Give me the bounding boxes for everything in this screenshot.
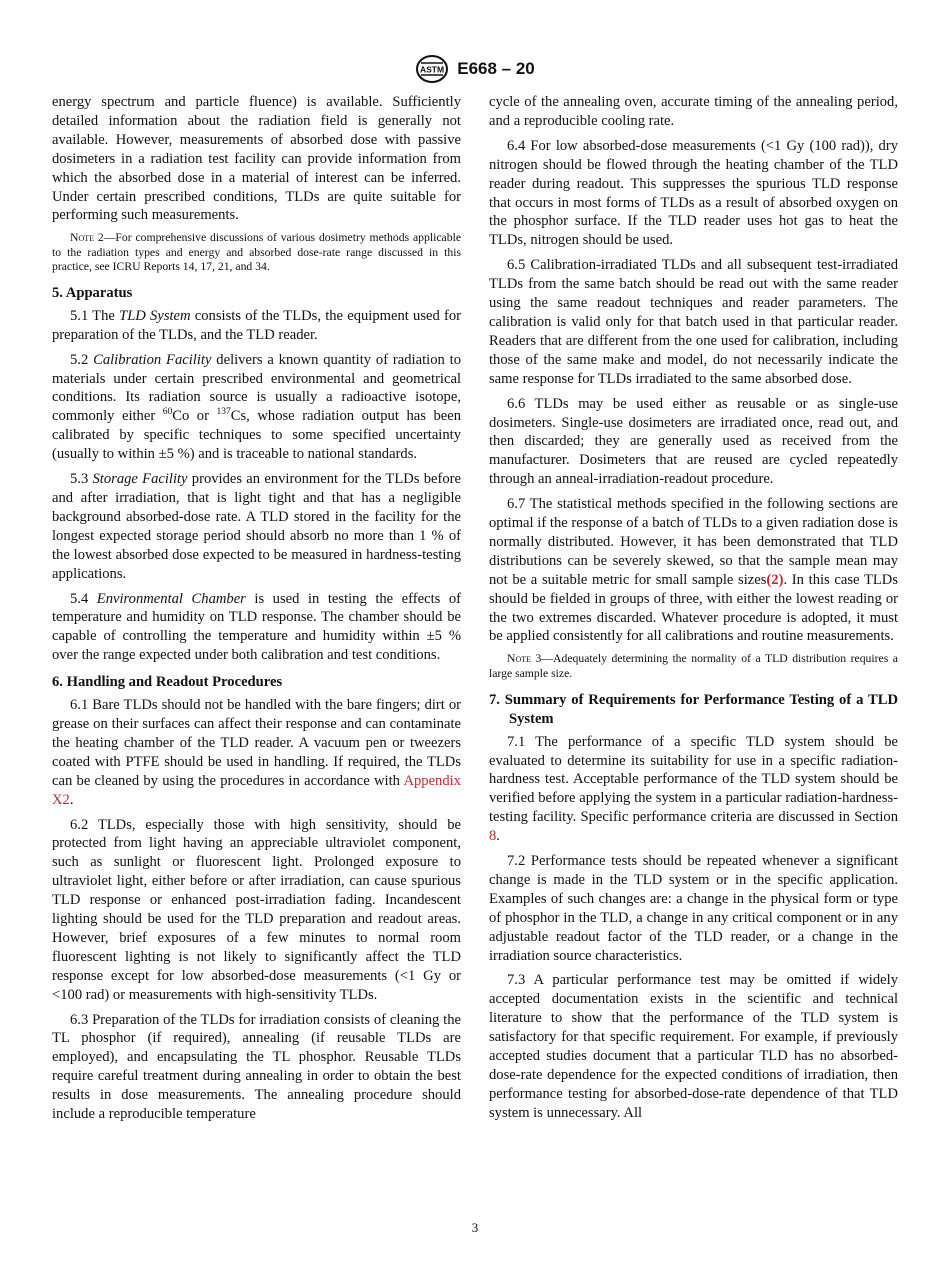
paragraph-6-4: 6.4 For low absorbed-dose measurements (<1 Gy (100 rad)), dry nitrogen should be flowed through the heating chamber of the TLD reader during readout. This suppresses the spurious TLD response that occurs in most forms of TLDs as a result of absorbed oxygen on the phosphor surface. If the TLD reader uses hot gas to heat the TLDs, nitrogen should be used.: [489, 137, 898, 249]
note-2: Note 2—For comprehensive discussions of various dosimetry methods applicable to the radiation types and energy and absorbed dose-rate range discussed in this practice, see ICRU Reports 14, 17, 21, and 34.: [52, 231, 462, 273]
page-header: [0, 52, 950, 86]
section-6-heading: 6. Handling and Readout Procedures: [52, 674, 283, 691]
continued-paragraph: cycle of the annealing oven, accurate timing of the annealing period, and a reproducible cooling rate.: [489, 94, 898, 129]
right-column: [489, 93, 898, 1129]
left-column: [52, 93, 461, 1130]
svg-text:ASTM: ASTM: [420, 64, 445, 75]
appendix-x2-link[interactable]: Appendix X2: [52, 772, 461, 808]
paragraph-5-4: 5.4 Environmental Chamber is used in testing the effects of temperature and humidity on TLD response. The chamber should be capable of controlling the temperature and humidity within ±5 % over the range expected under both calibration and test conditions.: [52, 590, 462, 664]
note-3: Note 3—Adequately determining the normality of a TLD distribution requires a large sample size.: [489, 652, 898, 680]
paragraph-7-1: 7.1 The performance of a specific TLD system should be evaluated to determine its suitability for use in a specific radiation-hardness test. Acceptable performance of the TLD system should be verified before applying the system in a particular radiation-hardness-testing facility. Specific performance criteria are discussed in Section 8.: [489, 733, 898, 845]
page-number: 3: [471, 1220, 479, 1235]
section-5-heading: 5. Apparatus: [52, 284, 133, 301]
continued-paragraph: energy spectrum and particle fluence) is available. Sufficiently detailed information about the radiation field is generally not available. However, measurements of absorbed dose with passive dosimeters in a radiation test facility can provide information from which the absorbed dose in a material of interest can be inferred. Under certain prescribed conditions, TLDs are quite suitable for performing such measurements.: [52, 94, 461, 224]
paragraph-6-5: 6.5 Calibration-irradiated TLDs and all subsequent test-irradiated TLDs from the same batch should be read out with the same reader using the same readout techniques and reader parameters. The calibration is valid only for that batch used in that particular reader. Readers that are different from the one used for calibration, including those of the same make and model, do not necessarily indicate the same response for TLDs irradiated to the same absorbed dose.: [489, 257, 898, 387]
paragraph-6-2: 6.2 TLDs, especially those with high sensitivity, should be protected from light having an appreciable ultraviolet component, such as sunlight or fluorescent light. Prolonged exposure to ultraviolet light, either before or after irradiation, can cause spurious TLD response or enhanced post-irradiation fading. Incandescent lighting should be used for the TLD preparation and readout areas. However, brief exposures of a few minutes to normal room fluorescent lighting is not likely to significantly affect the TLD response except for low absorbed-dose measurements (<1 Gy or <100 rad) or measurements with high-sensitivity TLDs.: [52, 816, 461, 1003]
section-8-link[interactable]: 8: [489, 828, 497, 845]
paragraph-6-3: 6.3 Preparation of the TLDs for irradiation consists of cleaning the TL phosphor (if required), annealing (if reusable TLDs are employed), and encapsulating the TL phosphor. Reusable TLDs require careful treatment during annealing in order to obtain the best results in dose measurements. The annealing procedure should include a reproducible temperature: [52, 1011, 461, 1123]
paragraph-5-3: 5.3 Storage Facility provides an environment for the TLDs before and after irradiation, that is light tight and that has a negligible background absorbed-dose rate. A TLD stored in the facility for the longest expected storage period should absorb no more than 1 % of the lowest absorbed dose expected to be measured in hardness-testing applications.: [52, 471, 462, 582]
paragraph-7-3: 7.3 A particular performance test may be omitted if widely accepted documentation exists in the scientific and technical literature to show that the performance of the TLD system is satisfactory for that specific requirement. For example, if previously accepted studies document that a particular TLD has no absorbed-dose-rate dependence for the expected conditions of irradiation, then performance testing for absorbed-dose-rate dependence of that TLD system is unnecessary. All: [489, 972, 898, 1121]
astm-logo-icon: [415, 54, 449, 84]
section-7-heading: 7. Summary of Requirements for Performance Testing of a TLD System: [489, 691, 898, 727]
paragraph-6-6: 6.6 TLDs may be used either as reusable or as single-use dosimeters. Single-use dosimeters are irradiated once, read out, and then discarded; they are generally used as received from the manufacturer. Dosimeters that are reused are cycled repeatedly through an anneal-irradiation-readout procedure.: [489, 395, 898, 488]
paragraph-6-1: 6.1 Bare TLDs should not be handled with the bare fingers; dirt or grease on their surfaces can affect their response and can contaminate the heating chamber of the TLD reader. A vacuum pen or tweezers coated with PTFE should be used in handling. If required, the TLDs can be cleaned by using the procedures in accordance with Appendix X2.: [52, 697, 461, 808]
paragraph-5-2: 5.2 Calibration Facility delivers a known quantity of radiation to materials under certain prescribed environmental and geometrical conditions. Its radiation source is usually a radioactive isotope, commonly either $^{60}$Co or $^{137}$Cs, whose radiation output has been calibrated by specific techniques to some specified uncertainty (usually to within ±5 %) and is traceable to national standards.: [52, 351, 461, 463]
reference-2-link[interactable]: (2): [766, 571, 784, 588]
paragraph-5-1: 5.1 The TLD System consists of the TLDs, the equipment used for preparation of the TLDs, and the TLD reader.: [52, 307, 461, 343]
paragraph-7-2: 7.2 Performance tests should be repeated whenever a significant change is made in the TLD system or in the specific application. Examples of such changes are: a change in the physical form or type of phosphor in the TLD, a change in any critical component or in any adjustable readout factor of the TLD reader, or a change in the irradiation source characteristics.: [489, 853, 898, 964]
paragraph-6-7: 6.7 The statistical methods specified in the following sections are optimal if the response of a batch of TLDs to a given radiation dose is normally distributed. However, it has been demonstrated that TLD distributions can be severely skewed, so that the sample mean may not be a suitable metric for small sample sizes(2). In this case TLDs should be fielded in groups of three, with either the lowest reading or the two extremes discarded. Whatever procedure is adopted, it must be applied consistently for all calibrations and routine measurements.: [489, 496, 898, 645]
standard-designation: E668 – 20: [457, 59, 535, 78]
